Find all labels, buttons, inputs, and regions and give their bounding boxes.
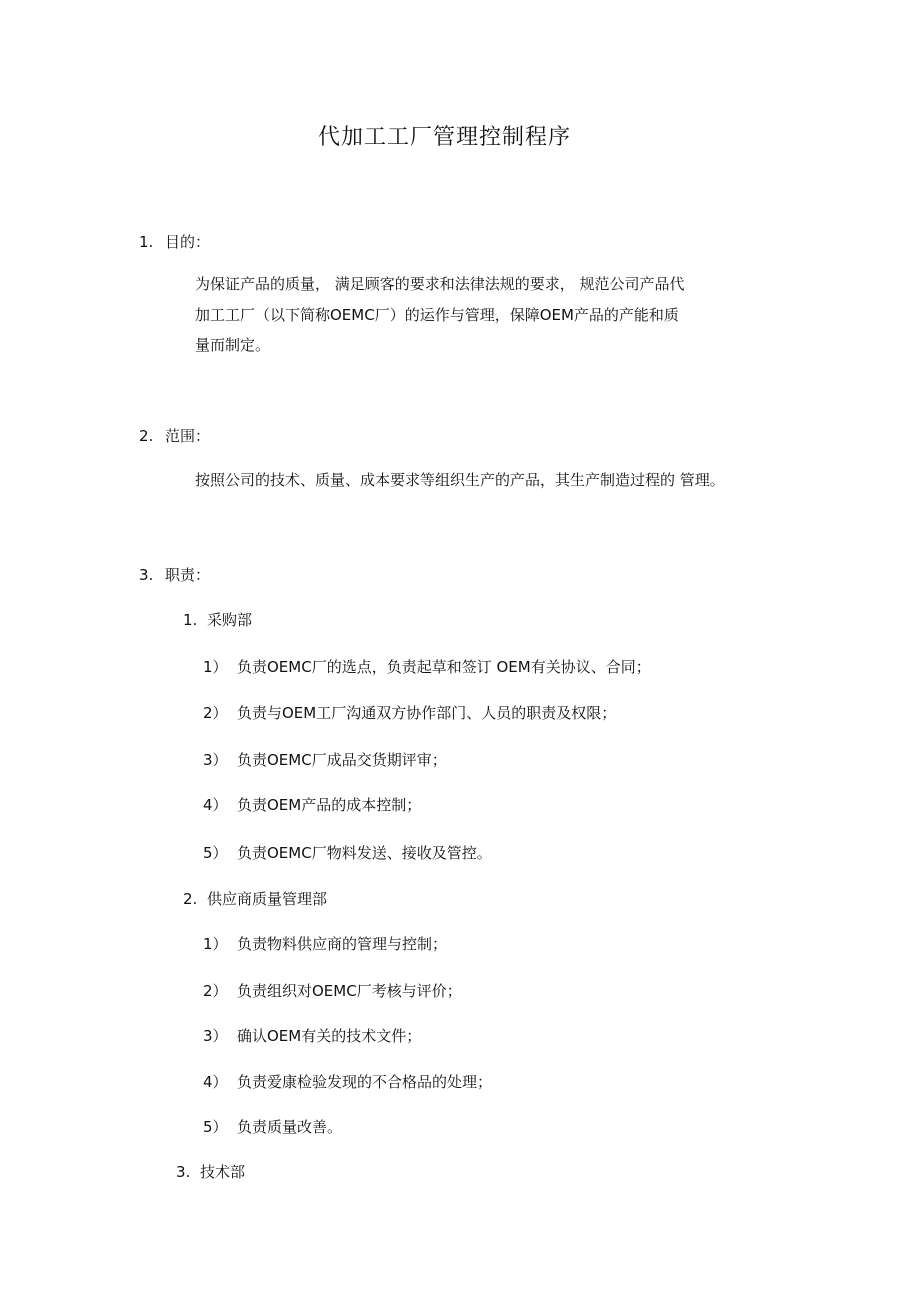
list-item <box>203 1072 492 1092</box>
group-name: 采购部 <box>207 611 253 629</box>
list-item <box>203 843 492 863</box>
item-number: 1） <box>203 658 228 676</box>
item-text: 确认OEM有关的技术文件； <box>237 1027 422 1045</box>
section-1-heading <box>139 232 210 252</box>
item-text: 负责OEMC厂的选点，负责起草和签订 OEM有关协议、合同； <box>237 658 651 676</box>
group-number: 1. <box>183 611 198 629</box>
section-number: 1. <box>139 233 154 251</box>
section-title: 职责： <box>165 566 211 584</box>
group-name: 技术部 <box>200 1163 246 1181</box>
item-text: 负责物料供应商的管理与控制； <box>237 935 448 953</box>
list-item <box>203 1026 421 1046</box>
list-item <box>203 981 462 1001</box>
item-text: 负责OEM产品的成本控制； <box>237 796 422 814</box>
section-title: 目的： <box>165 233 211 251</box>
group-number: 2. <box>183 890 198 908</box>
item-number: 5） <box>203 844 228 862</box>
list-item <box>203 657 651 677</box>
item-number: 2） <box>203 704 228 722</box>
paragraph-line: 加工工厂（以下简称OEMC厂）的运作与管理，保障OEM产品的产能和质 <box>195 306 679 324</box>
item-text: 负责OEMC厂成品交货期评审； <box>237 751 447 769</box>
item-number: 4） <box>203 796 228 814</box>
group-heading-technical <box>176 1162 245 1182</box>
group-heading-supplier-quality <box>183 889 327 909</box>
item-number: 5） <box>203 1118 228 1136</box>
group-name: 供应商质量管理部 <box>207 890 328 908</box>
list-item <box>203 703 616 723</box>
list-item <box>203 1117 342 1137</box>
group-heading-purchasing <box>183 610 252 630</box>
section-3-heading <box>139 565 210 585</box>
item-number: 1） <box>203 935 228 953</box>
paragraph-line: 为保证产品的质量， 满足顾客的要求和法律法规的要求， 规范公司产品代 <box>195 275 685 293</box>
item-text: 负责组织对OEMC厂考核与评价； <box>237 982 462 1000</box>
section-title: 范围： <box>165 427 211 445</box>
page-title: 代加工工厂管理控制程序 <box>318 125 572 150</box>
list-item <box>203 795 421 815</box>
item-number: 4） <box>203 1073 228 1091</box>
list-item <box>203 934 447 954</box>
item-text: 负责爱康检验发现的不合格品的处理； <box>237 1073 493 1091</box>
section-2-heading <box>139 426 210 446</box>
list-item <box>203 750 447 770</box>
item-number: 2） <box>203 982 228 1000</box>
item-text: 负责与OEM工厂沟通双方协作部门、人员的职责及权限； <box>237 704 617 722</box>
paragraph-line: 按照公司的技术、质量、成本要求等组织生产的产品，其生产制造过程的 管理。 <box>195 471 725 489</box>
item-text: 负责质量改善。 <box>237 1118 343 1136</box>
paragraph-line: 量而制定。 <box>195 336 271 354</box>
item-number: 3） <box>203 1027 228 1045</box>
section-number: 2. <box>139 427 154 445</box>
item-number: 3） <box>203 751 228 769</box>
item-text: 负责OEMC厂物料发送、接收及管控。 <box>237 844 492 862</box>
group-number: 3. <box>176 1163 191 1181</box>
section-number: 3. <box>139 566 154 584</box>
